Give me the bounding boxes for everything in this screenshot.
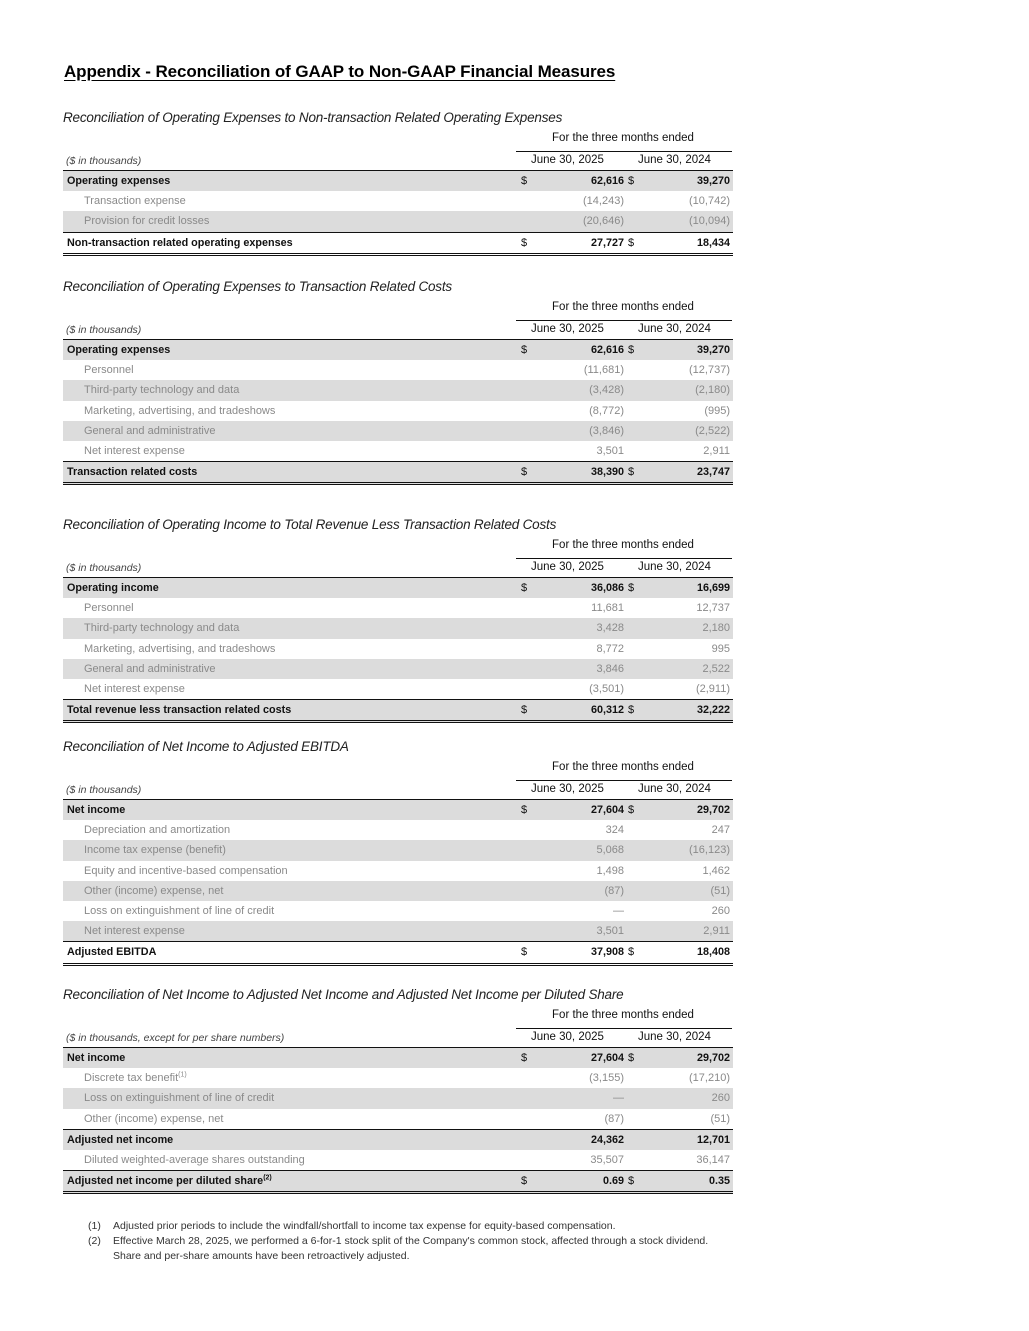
row-label <box>67 466 197 478</box>
period-label: For the three months ended <box>552 1009 694 1021</box>
value-2024: (10,742) <box>689 195 730 208</box>
value-2025: — <box>613 904 624 917</box>
row-label-text: Third-party technology and data <box>84 622 240 635</box>
value-2025: 62,616 <box>590 175 624 187</box>
column-header-2024: June 30, 2024 <box>638 561 711 573</box>
row-label-text: Transaction related costs <box>67 466 198 479</box>
column-header-row <box>63 150 733 171</box>
row-label <box>84 885 223 897</box>
currency-symbol: $ <box>628 1052 635 1064</box>
footnote-2 <box>88 1234 728 1264</box>
row-label-text: Operating expenses <box>67 175 171 187</box>
table-row <box>63 941 733 965</box>
row-label-text: Adjusted net income <box>67 1133 174 1146</box>
value-2025: 3,501 <box>596 925 624 938</box>
value-2024: 23,747 <box>696 466 730 479</box>
row-label <box>67 582 159 594</box>
row-label-text: Net income <box>67 804 126 816</box>
table-row <box>63 618 733 638</box>
table-row <box>63 1048 733 1068</box>
table-row <box>63 1068 733 1088</box>
row-label-text: Transaction expense <box>84 195 186 208</box>
units-label: ($ in thousands) <box>66 324 142 336</box>
value-2025: (3,155) <box>589 1072 624 1085</box>
value-2025: 62,616 <box>590 344 624 356</box>
row-label-text: Operating expenses <box>67 344 171 356</box>
currency-symbol: $ <box>628 344 635 356</box>
value-2024: (10,094) <box>689 215 730 228</box>
currency-symbol: $ <box>521 344 528 356</box>
row-label <box>84 602 134 614</box>
value-2025: 36,086 <box>590 582 624 594</box>
value-2025: (3,501) <box>589 682 624 695</box>
value-2025: (8,772) <box>589 404 624 417</box>
row-label-text: Income tax expense (benefit) <box>84 844 226 857</box>
table-row <box>63 699 733 723</box>
row-label-text: Loss on extinguishment of line of credit <box>84 1092 275 1105</box>
column-header-row <box>63 1027 733 1048</box>
table-row <box>63 1109 733 1129</box>
row-label-text: Net interest expense <box>84 925 185 938</box>
value-2025: 0.69 <box>602 1175 624 1188</box>
value-2024: 2,911 <box>703 925 730 938</box>
footnotes <box>88 1219 728 1264</box>
column-header-2024: June 30, 2024 <box>638 783 711 795</box>
row-label-text: Provision for credit losses <box>84 215 210 228</box>
currency-symbol: $ <box>521 1175 528 1188</box>
value-2024: 260 <box>711 1092 730 1105</box>
table-row <box>63 861 733 881</box>
table-row <box>63 1150 733 1170</box>
currency-symbol: $ <box>628 236 635 249</box>
value-2024: 32,222 <box>696 704 730 717</box>
row-label-text: Marketing, advertising, and tradeshows <box>84 642 276 655</box>
row-label-text: Non-transaction related operating expenses <box>67 236 293 249</box>
value-2024: (995) <box>704 404 730 417</box>
footnote-number: (1) <box>88 1220 101 1232</box>
value-2025: 37,908 <box>590 946 624 959</box>
row-label-text: Operating income <box>67 582 159 594</box>
footnote-text: Adjusted prior periods to include the windfall/shortfall to income tax expense for equity-based compensation. <box>113 1220 616 1232</box>
table-row <box>63 380 733 400</box>
currency-symbol: $ <box>628 175 635 187</box>
table-row <box>63 191 733 211</box>
row-label-text: Third-party technology and data <box>84 384 240 397</box>
value-2024: 29,702 <box>696 804 730 816</box>
page-title: Appendix - Reconciliation of GAAP to Non-GAAP Financial Measures <box>64 62 616 81</box>
table-row <box>63 921 733 941</box>
currency-symbol: $ <box>628 804 635 816</box>
footnote-number: (2) <box>88 1235 101 1247</box>
value-2024: 2,911 <box>703 444 730 457</box>
currency-symbol: $ <box>628 946 635 959</box>
period-label: For the three months ended <box>552 539 694 551</box>
units-label: ($ in thousands, except for per share numbers) <box>66 1032 285 1044</box>
table-row <box>63 232 733 256</box>
row-label <box>84 1154 305 1166</box>
value-2025: 8,772 <box>596 642 624 655</box>
reconciliation-table-netincome-to-adjusted-net-income <box>63 985 733 1194</box>
value-2024: (16,123) <box>689 844 730 857</box>
value-2024: 16,699 <box>696 582 730 594</box>
value-2025: (20,646) <box>583 215 624 228</box>
footnote-1 <box>88 1219 728 1234</box>
column-header-2025: June 30, 2025 <box>531 561 604 573</box>
currency-symbol: $ <box>628 582 635 594</box>
table-row <box>63 421 733 441</box>
value-2024: (12,737) <box>689 364 730 377</box>
column-header-2025: June 30, 2025 <box>531 154 604 166</box>
row-label <box>67 946 156 958</box>
table-row <box>63 340 733 360</box>
table-row <box>63 401 733 421</box>
row-label-text: Diluted weighted-average shares outstanding <box>84 1153 305 1166</box>
row-label <box>67 175 170 187</box>
column-header-row <box>63 779 733 800</box>
column-header-2024: June 30, 2024 <box>638 323 711 335</box>
row-label-text: Net interest expense <box>84 444 185 457</box>
row-label <box>84 905 274 917</box>
table-row <box>63 901 733 921</box>
currency-symbol: $ <box>521 704 528 717</box>
value-2025: (3,846) <box>589 424 624 437</box>
row-label-text: Net interest expense <box>84 682 185 695</box>
row-label <box>84 1072 187 1084</box>
table-row <box>63 211 733 231</box>
row-label-text: Other (income) expense, net <box>84 1112 224 1125</box>
row-label-text: Adjusted net income per diluted share <box>67 1175 264 1188</box>
footnote-ref: (2) <box>263 1174 272 1182</box>
value-2025: 60,312 <box>590 704 624 717</box>
row-label-text: Other (income) expense, net <box>84 884 224 897</box>
row-label <box>84 1092 274 1104</box>
row-label <box>67 804 125 816</box>
row-label <box>84 425 215 437</box>
row-label-text: Equity and incentive-based compensation <box>84 864 288 877</box>
row-label-text: Total revenue less transaction related costs <box>67 704 292 717</box>
row-label-text: Adjusted EBITDA <box>67 946 157 959</box>
value-2025: 3,501 <box>596 444 624 457</box>
value-2025: 35,507 <box>590 1153 624 1166</box>
period-header <box>63 757 733 779</box>
period-label: For the three months ended <box>552 761 694 773</box>
currency-symbol: $ <box>521 946 528 959</box>
section-title: Reconciliation of Operating Income to Total Revenue Less Transaction Related Costs <box>63 517 557 532</box>
value-2025: (3,428) <box>589 384 624 397</box>
column-header-2025: June 30, 2025 <box>531 323 604 335</box>
value-2024: 260 <box>711 904 730 917</box>
row-label <box>84 364 134 376</box>
value-2025: 1,498 <box>596 864 624 877</box>
currency-symbol: $ <box>521 175 528 187</box>
value-2025: 3,428 <box>596 622 624 635</box>
period-header <box>63 297 733 319</box>
table-row <box>63 1088 733 1108</box>
value-2025: 324 <box>605 824 624 837</box>
row-label <box>84 824 230 836</box>
value-2024: (51) <box>710 1112 730 1125</box>
footnote-text: Effective March 28, 2025, we performed a 6-for-1 stock split of the Company's common stock, affected through a stock dividend. Share and per-share amounts have been retroactively adjusted. <box>113 1235 709 1262</box>
period-header <box>63 128 733 150</box>
reconciliation-table-opex-to-transaction-costs <box>63 277 733 485</box>
value-2025: 27,727 <box>590 236 624 249</box>
units-label: ($ in thousands) <box>66 562 142 574</box>
row-label <box>84 384 239 396</box>
value-2024: 12,701 <box>696 1133 730 1146</box>
value-2024: (2,522) <box>695 424 730 437</box>
table-row <box>63 578 733 598</box>
currency-symbol: $ <box>521 582 528 594</box>
row-label <box>67 1175 272 1187</box>
row-label-text: Personnel <box>84 602 134 615</box>
value-2025: 27,604 <box>590 804 624 816</box>
row-label <box>84 622 239 634</box>
row-label-text: General and administrative <box>84 662 216 675</box>
table-row <box>63 639 733 659</box>
period-header <box>63 535 733 557</box>
value-2025: 3,846 <box>596 662 624 675</box>
table-row <box>63 441 733 461</box>
table-row <box>63 800 733 820</box>
value-2025: (87) <box>604 884 624 897</box>
table-row <box>63 659 733 679</box>
section-title: Reconciliation of Net Income to Adjusted EBITDA <box>63 739 349 754</box>
reconciliation-table-netincome-to-adjusted-ebitda <box>63 737 733 966</box>
row-label <box>84 195 186 207</box>
table-row <box>63 679 733 699</box>
row-label <box>84 445 185 457</box>
row-label <box>67 1134 173 1146</box>
value-2025: 11,681 <box>591 602 624 615</box>
row-label <box>84 1113 223 1125</box>
section-title: Reconciliation of Operating Expenses to Non-transaction Related Operating Expenses <box>63 110 563 125</box>
period-label: For the three months ended <box>552 132 694 144</box>
row-label <box>84 405 275 417</box>
row-label-text: Marketing, advertising, and tradeshows <box>84 404 276 417</box>
currency-symbol: $ <box>628 704 635 717</box>
table-row <box>63 598 733 618</box>
section-title: Reconciliation of Net Income to Adjusted Net Income and Adjusted Net Income per Diluted Share <box>63 987 624 1002</box>
value-2024: (51) <box>710 884 730 897</box>
row-label <box>84 683 185 695</box>
units-label: ($ in thousands) <box>66 784 142 796</box>
value-2024: 18,408 <box>696 946 730 959</box>
reconciliation-table-opincome-to-revenue-less-costs <box>63 515 733 723</box>
row-label <box>84 865 288 877</box>
value-2024: 995 <box>711 642 730 655</box>
section-title: Reconciliation of Operating Expenses to Transaction Related Costs <box>63 279 452 294</box>
row-label <box>84 844 226 856</box>
row-label <box>84 663 215 675</box>
value-2024: 18,434 <box>696 236 730 249</box>
value-2024: 39,270 <box>696 344 730 356</box>
value-2024: 0.35 <box>708 1175 730 1188</box>
currency-symbol: $ <box>628 1175 635 1188</box>
value-2025: 38,390 <box>590 466 624 479</box>
column-header-row <box>63 557 733 578</box>
units-label: ($ in thousands) <box>66 155 142 167</box>
row-label <box>67 1052 125 1064</box>
table-row <box>63 360 733 380</box>
period-header <box>63 1005 733 1027</box>
value-2025: (14,243) <box>583 195 624 208</box>
value-2025: 24,362 <box>590 1133 624 1146</box>
value-2025: 27,604 <box>590 1052 624 1064</box>
value-2024: 39,270 <box>696 175 730 187</box>
row-label-text: Loss on extinguishment of line of credit <box>84 904 275 917</box>
currency-symbol: $ <box>628 466 635 479</box>
value-2024: 1,462 <box>702 864 730 877</box>
period-label: For the three months ended <box>552 301 694 313</box>
table-row <box>63 840 733 860</box>
value-2024: 247 <box>711 824 730 837</box>
value-2024: 2,522 <box>702 662 730 675</box>
row-label-text: General and administrative <box>84 424 216 437</box>
row-label <box>84 215 209 227</box>
value-2025: (11,681) <box>583 364 624 377</box>
table-row <box>63 1170 733 1194</box>
value-2024: (17,210) <box>689 1072 730 1085</box>
row-label <box>67 704 291 716</box>
table-row <box>63 1129 733 1150</box>
value-2024: (2,911) <box>695 682 730 695</box>
reconciliation-table-opex-to-nontransaction <box>63 108 733 256</box>
value-2024: 29,702 <box>696 1052 730 1064</box>
table-row <box>63 820 733 840</box>
table-row <box>63 171 733 191</box>
value-2024: 36,147 <box>696 1153 730 1166</box>
column-header-2025: June 30, 2025 <box>531 1031 604 1043</box>
currency-symbol: $ <box>521 466 528 479</box>
footnote-ref: (1) <box>178 1071 187 1079</box>
column-header-2025: June 30, 2025 <box>531 783 604 795</box>
row-label-text: Personnel <box>84 364 134 377</box>
currency-symbol: $ <box>521 804 528 816</box>
value-2024: 12,737 <box>696 602 730 615</box>
currency-symbol: $ <box>521 236 528 249</box>
column-header-2024: June 30, 2024 <box>638 154 711 166</box>
value-2024: (2,180) <box>695 384 730 397</box>
value-2025: (87) <box>604 1112 624 1125</box>
value-2025: — <box>613 1092 624 1105</box>
column-header-2024: June 30, 2024 <box>638 1031 711 1043</box>
row-label <box>84 925 185 937</box>
row-label-text: Net income <box>67 1052 126 1064</box>
row-label <box>67 344 170 356</box>
table-row <box>63 461 733 485</box>
currency-symbol: $ <box>521 1052 528 1064</box>
column-header-row <box>63 319 733 340</box>
row-label-text: Depreciation and amortization <box>84 824 231 837</box>
value-2025: 5,068 <box>596 844 624 857</box>
value-2024: 2,180 <box>702 622 730 635</box>
row-label <box>84 643 275 655</box>
row-label-text: Discrete tax benefit <box>84 1072 179 1085</box>
table-row <box>63 881 733 901</box>
row-label <box>67 237 293 249</box>
